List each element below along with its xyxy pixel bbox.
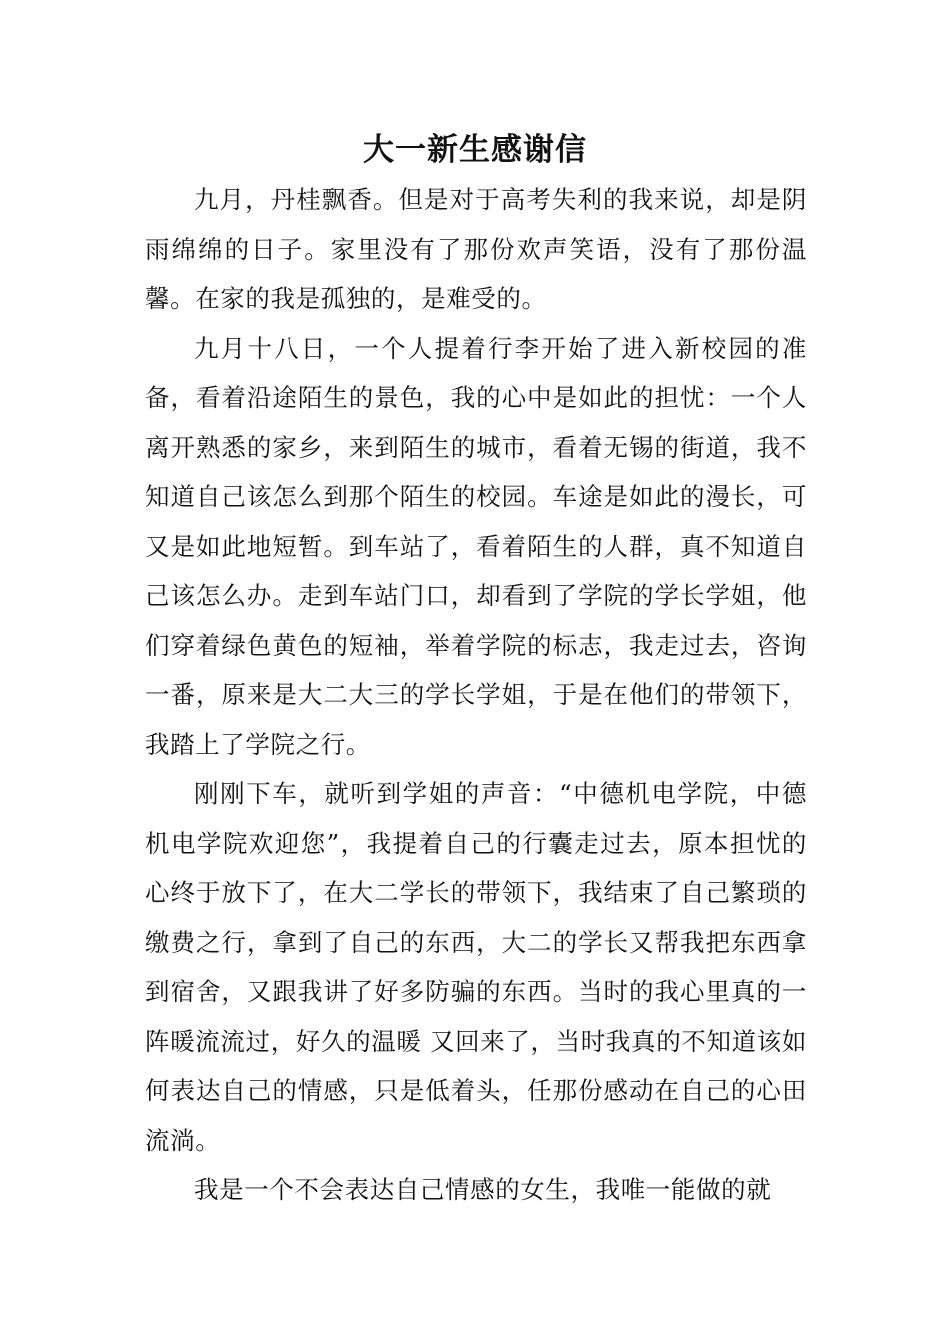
document-body (145, 175, 807, 1215)
document-title: 大一新生感谢信 (363, 132, 587, 168)
paragraph-2: 九月十八日，一个人提着行李开始了进入新校园的准备，看着沿途陌生的景色，我的心中是如此的担忧：一个人离开熟悉的家乡，来到陌生的城市，看着无锡的街道，我不知道自己该怎么到那个陌生的校园。车途是如此的漫长，可又是如此地短暂。到车站了，看着陌生的人群，真不知道自己该怎么办。走到车站门口，却看到了学院的学长学姐，他们穿着绿色黄色的短袖，举着学院的标志，我走过去，咨询一番，原来是大二大三的学长学姐，于是在他们的带领下，我踏上了学院之行。 (145, 333, 807, 759)
paragraph-3: 刚刚下车，就听到学姐的声音：“中德机电学院，中德机电学院欢迎您”，我提着自己的行囊走过去，原本担忧的心终于放下了，在大二学长的带领下，我结束了自己繁琐的缴费之行，拿到了自己的东西，大二的学长又帮我把东西拿到宿舍，又跟我讲了好多防骗的东西。当时的我心里真的一阵暖流流过，好久的温暖 又回来了，当时我真的不知道该如何表达自己的情感，只是低着头，任那份感动在自己的心田流淌。 (145, 779, 807, 1155)
paragraph-1: 九月，丹桂飘香。但是对于高考失利的我来说，却是阴雨绵绵的日子。家里没有了那份欢声笑语，没有了那份温馨。在家的我是孤独的，是难受的。 (145, 185, 807, 313)
paragraph-4: 我是一个不会表达自己情感的女生，我唯一能做的就 (194, 1175, 772, 1204)
